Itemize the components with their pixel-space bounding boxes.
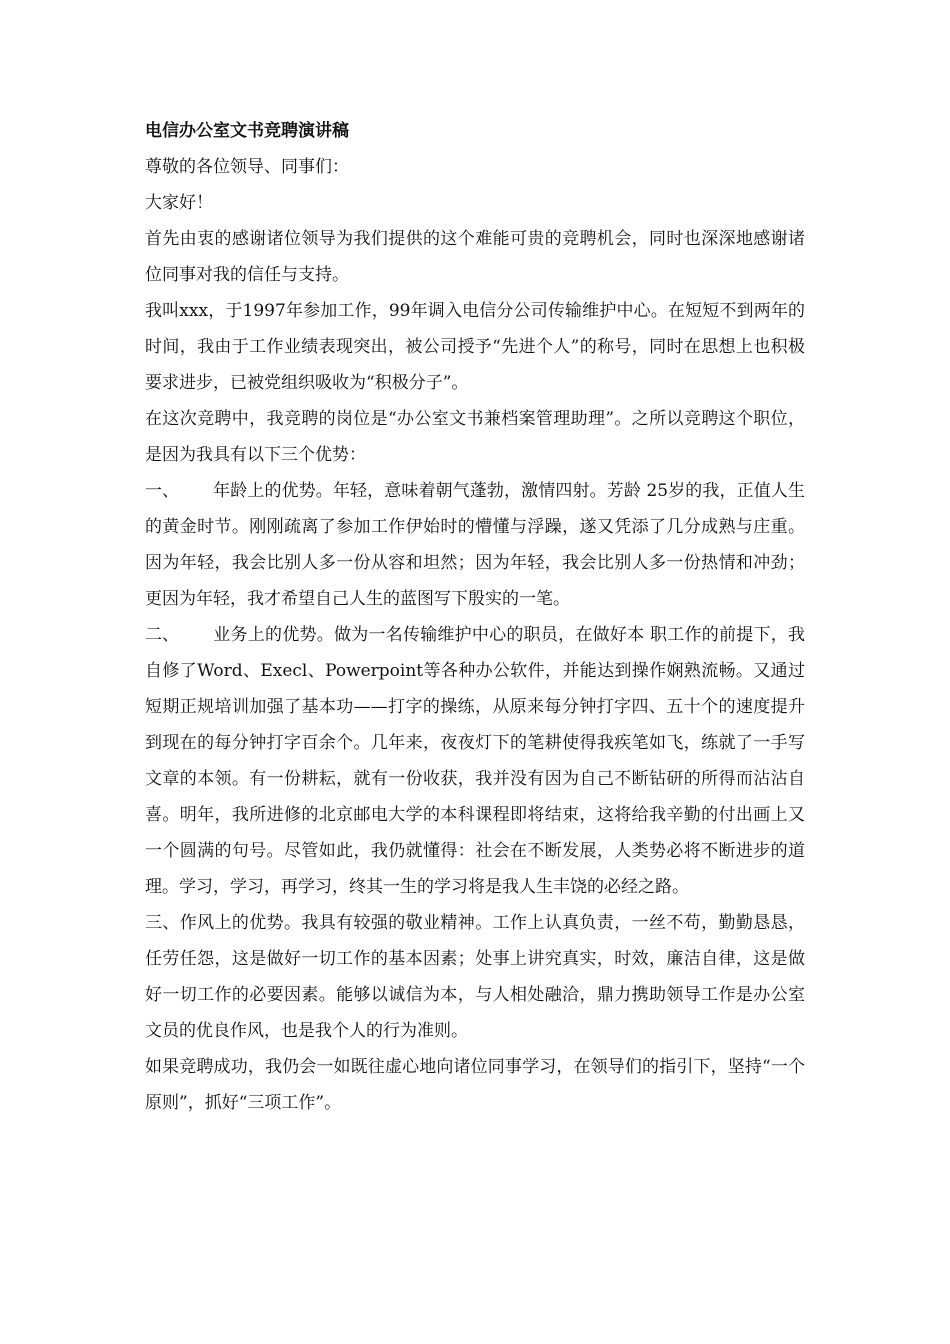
paragraph-advantage-age (145, 473, 805, 617)
list-number: 一、 (145, 481, 179, 501)
paragraph-conclusion (145, 1049, 805, 1121)
paragraph-position (145, 401, 805, 473)
paragraph-introduction (145, 293, 805, 401)
list-number: 二、 (145, 625, 179, 645)
paragraph-text: 在这次竞聘中，我竞聘的岗位是“办公室文书兼档案管理助理”。之所以竞聘这个职位，是因为我具有以下三个优势： (145, 409, 805, 465)
greeting: 大家好！ (145, 193, 213, 213)
document-body (145, 113, 805, 1121)
paragraph-text: 我叫xxx，于1997年参加工作，99年调入电信分公司传输维护中心。在短短不到两年的时间，我由于工作业绩表现突出，被公司授予“先进个人”的称号，同时在思想上也积极要求进步，已被党组织吸收为“积极分子”。 (145, 301, 805, 393)
paragraph-text: 年龄上的优势。年轻，意味着朝气蓬勃，激情四射。芳龄 25岁的我，正值人生的黄金时节。刚刚疏离了参加工作伊始时的懵懂与浮躁，遂又凭添了几分成熟与庄重。因为年轻，我会比别人多一份从容和坦然；因为年轻，我会比别人多一份热情和冲劲；更因为年轻，我才希望自己人生的蓝图写下殷实的一笔。 (145, 481, 805, 609)
paragraph-text: 首先由衷的感谢诸位领导为我们提供的这个难能可贵的竞聘机会，同时也深深地感谢诸位同事对我的信任与支持。 (145, 229, 805, 285)
salutation: 尊敬的各位领导、同事们： (145, 157, 349, 177)
document-title: 电信办公室文书竞聘演讲稿 (145, 121, 349, 141)
paragraph-advantage-style (145, 905, 805, 1049)
paragraph-text: 业务上的优势。做为一名传输维护中心的职员，在做好本 职工作的前提下，我自修了Word、Execl、Powerpoint等各种办公软件，并能达到操作娴熟流畅。又通过短期正规培训加强了基本功——打字的操练，从原来每分钟打字四、五十个的速度提升到现在的每分钟打字百余个。几年来，夜夜灯下的笔耕使得我疾笔如飞，练就了一手写文章的本领。有一份耕耘，就有一份收获，我并没有因为自己不断钻研的所得而沾沾自喜。明年，我所进修的北京邮电大学的本科课程即将结束，这将给我辛勤的付出画上又一个圆满的句号。尽管如此，我仍就懂得：社会在不断发展，人类势必将不断进步的道理。学习，学习，再学习，终其一生的学习将是我人生丰饶的必经之路。 (145, 625, 805, 897)
paragraph-advantage-business (145, 617, 805, 905)
paragraph-thanks (145, 221, 805, 293)
paragraph-text: 三、作风上的优势。我具有较强的敬业精神。工作上认真负责，一丝不苟，勤勤恳恳，任劳任怨，这是做好一切工作的基本因素；处事上讲究真实，时效，廉洁自律，这是做好一切工作的必要因素。能够以诚信为本，与人相处融洽，鼎力携助领导工作是办公室文员的优良作风，也是我个人的行为准则。 (145, 913, 805, 1041)
paragraph-text: 如果竞聘成功，我仍会一如既往虚心地向诸位同事学习，在领导们的指引下，坚持“一个原则”，抓好“三项工作”。 (145, 1057, 805, 1113)
